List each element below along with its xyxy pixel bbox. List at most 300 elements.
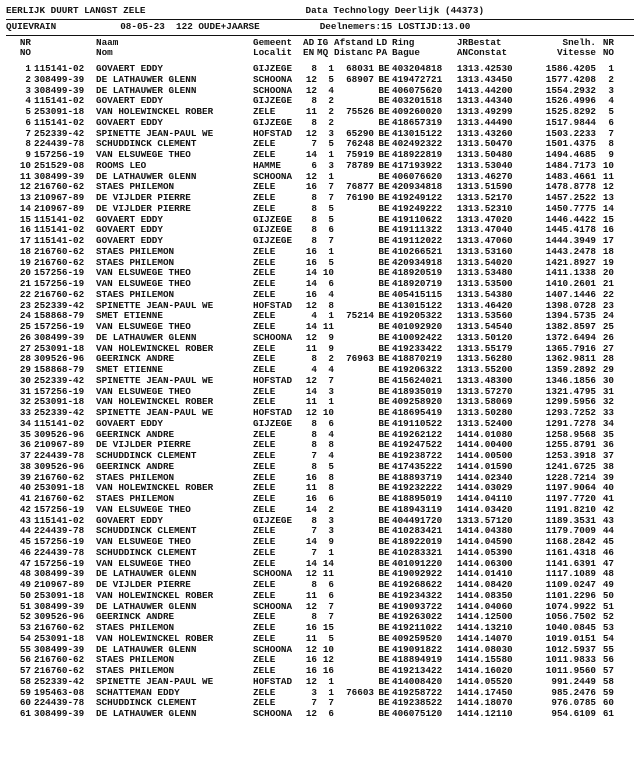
row-town: ZELE [253,504,276,515]
row-ig: 8 [328,483,334,494]
row-ring: 406075620 [392,85,443,96]
row-name: VAN ELSUWEGE THEO [96,279,191,289]
row-distance [334,440,376,451]
row-nr-right: 21 [602,279,614,289]
col-snelh: Snelh. [562,37,596,48]
col-mq: MQ [317,48,329,59]
row-ring: 418920519 [392,268,443,279]
row-nr: 12 [19,182,31,193]
table-row [6,677,614,688]
row-name: VAN HOLEWINCKEL ROBER [96,633,214,644]
row-distance [334,537,376,548]
table-header [6,38,614,65]
row-ad: 8 [311,64,317,74]
row-year: 14 [456,537,468,547]
row-id: 115141-02 [34,418,85,429]
table-row [6,516,614,527]
row-speed: 976.0785 [551,698,596,709]
row-year: 13 [456,279,468,289]
table-row [6,451,614,462]
row-ig: 7 [328,182,334,193]
row-distance [334,559,376,570]
row-name: DE LATHAUWER GLENN [96,74,197,85]
row-country: BE [378,709,390,719]
row-time: 14.17450 [468,687,513,698]
row-country: BE [378,193,390,203]
row-year: 14 [456,429,468,440]
row-id: 308499-39 [34,332,85,343]
col-jr: JR [456,37,468,48]
row-town: SCHOONA [253,569,293,580]
row-nr: 49 [19,580,31,590]
table-row [6,548,614,559]
row-town: GIJZEGE [253,515,293,526]
row-nr-right: 24 [602,311,614,322]
row-nr-right: 38 [602,461,614,472]
row-speed: 1445.4178 [545,225,596,236]
row-nr: 11 [19,171,31,182]
table-row [6,602,614,613]
row-town: ZELE [253,461,276,472]
row-time: 14.06300 [468,558,513,569]
row-name: STAES PHILEMON [96,494,175,504]
row-ad: 14 [305,150,317,160]
col-nom: Nom [96,48,113,59]
row-town: ZELE [253,386,276,397]
row-town: ZELE [253,666,276,676]
table-row [6,301,614,312]
row-time: 13.49299 [468,107,513,117]
row-id: 157256-19 [34,386,85,397]
table-row [6,64,614,75]
row-name: STAES PHILEMON [96,655,175,666]
row-town: ZELE [253,612,276,623]
row-year: 13 [456,354,468,365]
row-ring: 418657319 [392,117,443,128]
col-ring: Ring [392,37,415,48]
row-distance [334,666,376,677]
participants: Deelnemers:15 [319,20,393,32]
row-name: GOVAERT EDDY [96,418,163,429]
row-nr-right: 36 [602,440,614,451]
row-nr: 25 [19,322,31,332]
row-year: 14 [456,483,468,494]
row-nr-right: 18 [602,246,614,257]
row-distance [334,483,376,494]
row-nr-right: 55 [602,644,614,655]
row-name: VAN ELSUWEGE THEO [96,386,191,397]
row-name: VAN ELSUWEGE THEO [96,558,191,569]
row-speed: 1241.6725 [545,461,596,472]
row-town: ZELE [253,246,276,257]
row-country: BE [378,612,390,623]
row-nr: 19 [19,257,31,268]
row-country: BE [378,472,390,483]
row-ad: 7 [311,451,317,461]
row-time: 14.04110 [468,494,513,504]
row-nr-right: 16 [602,225,614,236]
row-nr: 27 [19,343,31,354]
row-year: 13 [456,193,468,203]
row-town: SCHOONA [253,332,293,343]
row-town: ZELE [253,193,276,203]
row-ring: 418695419 [392,408,443,418]
row-id: 253091-18 [34,343,85,354]
row-ring: 418935019 [392,386,443,397]
row-speed: 1398.0728 [545,300,596,311]
row-ig: 6 [328,225,334,236]
row-year: 13 [456,171,468,182]
header-row-1 [6,38,614,49]
row-nr: 57 [19,666,31,676]
row-ig: 3 [328,386,334,397]
row-speed: 1394.5735 [545,311,596,322]
row-ad: 8 [311,236,317,246]
row-speed: 1258.9568 [545,429,596,440]
row-ad: 14 [305,504,317,515]
row-distance [334,591,376,602]
row-nr: 9 [25,150,31,160]
row-ig: 14 [322,558,334,569]
row-ig: 4 [328,365,334,375]
row-ad: 8 [311,580,317,590]
row-nr-right: 22 [602,289,614,300]
row-ad: 16 [305,666,317,676]
publisher: Data Technology Deerlijk [305,5,440,16]
row-ring: 415624021 [392,375,443,386]
row-ad: 12 [305,676,317,687]
row-speed: 1101.2296 [545,590,596,601]
row-ig: 15 [322,623,334,633]
row-id: 308499-39 [34,709,85,719]
row-nr-right: 23 [602,300,614,311]
row-year: 13 [456,225,468,236]
row-country: BE [378,160,390,171]
row-speed: 991.2449 [551,676,596,687]
row-speed: 1484.7173 [545,160,596,171]
row-year: 14 [456,451,468,461]
row-id: 216760-62 [34,494,85,504]
row-ad: 8 [311,354,317,365]
row-id: 216760-62 [34,472,85,483]
row-speed: 1501.4375 [545,139,596,150]
row-ad: 16 [305,246,317,257]
row-nr-right: 30 [602,375,614,386]
race-count: 122 OUDE+JAARSE [176,20,260,32]
row-distance [334,204,376,215]
col-an: AN [456,48,468,59]
row-time: 14.01590 [468,461,513,472]
row-ad: 8 [311,461,317,472]
row-distance [334,279,376,290]
row-distance: 76190 [346,193,374,203]
row-ring: 419093722 [392,601,443,612]
table-row [6,387,614,398]
row-ad: 12 [305,644,317,655]
row-nr-right: 46 [602,547,614,558]
row-country: BE [378,375,390,386]
row-speed: 1410.2601 [545,279,596,289]
row-ig: 10 [322,408,334,418]
row-town: ZELE [253,429,276,440]
row-time: 14.04590 [468,537,513,547]
row-ring: 418894919 [392,655,443,666]
row-ad: 16 [305,472,317,483]
row-town: HOFSTAD [253,408,293,418]
row-id: 216760-62 [34,623,85,633]
row-year: 13 [456,214,468,225]
row-year: 14 [456,644,468,655]
col-bestat: Bestat [468,37,502,48]
row-speed: 1503.2233 [545,128,596,139]
row-time: 14.08420 [468,580,513,590]
row-name: SPINETTE JEAN-PAUL WE [96,408,214,418]
row-nr: 48 [19,569,31,580]
row-year: 14 [456,687,468,698]
row-year: 13 [456,300,468,311]
row-id: 216760-62 [34,246,85,257]
table-row [6,107,614,118]
row-distance [334,677,376,688]
row-town: SCHOONA [253,709,293,719]
row-name: DE LATHAUWER GLENN [96,85,197,96]
row-town: ZELE [253,451,276,461]
row-ig: 5 [328,203,334,214]
table-row [6,290,614,301]
row-ring: 406075120 [392,709,443,719]
row-name: SPINETTE JEAN-PAUL WE [96,676,214,687]
row-nr-right: 12 [602,182,614,193]
row-country: BE [378,633,390,644]
row-country: BE [378,182,390,193]
row-country: BE [378,580,390,590]
row-country: BE [378,547,390,558]
row-speed: 1012.5937 [545,644,596,655]
race-info-line [6,22,634,33]
row-ad: 16 [305,494,317,504]
row-nr: 46 [19,547,31,558]
row-speed: 1586.4205 [545,64,596,74]
row-distance: 75214 [346,311,374,322]
row-town: ZELE [253,655,276,666]
row-time: 14.05390 [468,547,513,558]
row-speed: 1161.4318 [545,547,596,558]
row-speed: 1359.2892 [545,365,596,375]
row-speed: 1109.0247 [545,580,596,590]
row-nr: 7 [25,128,31,139]
row-name: SPINETTE JEAN-PAUL WE [96,128,214,139]
row-ad: 7 [311,547,317,558]
row-nr-right: 27 [602,343,614,354]
row-town: HOFSTAD [253,375,293,386]
row-ring: 419091822 [392,644,443,655]
row-ring: 419110522 [392,418,443,429]
row-time: 14.03420 [468,504,513,515]
row-town: SCHOONA [253,74,293,85]
row-nr-right: 26 [602,332,614,343]
table-row [6,182,614,193]
row-id: 216760-62 [34,666,85,676]
row-time: 14.03029 [468,483,513,494]
col-nr: NR [19,37,31,48]
row-country: BE [378,418,390,429]
row-name: SCHUDDINCK CLEMENT [96,547,197,558]
row-speed: 1450.7775 [545,203,596,214]
row-ad: 14 [305,279,317,289]
row-nr-right: 4 [608,96,614,107]
row-ring: 410283421 [392,526,443,537]
row-nr: 53 [19,623,31,633]
row-country: BE [378,203,390,214]
row-ig: 4 [328,429,334,440]
row-year: 13 [456,515,468,526]
row-nr: 3 [25,85,31,96]
row-time: 13.43450 [468,74,513,85]
row-id: 157256-19 [34,150,85,160]
row-country: BE [378,408,390,418]
row-speed: 1189.3531 [545,515,596,526]
row-speed: 1421.8927 [545,257,596,268]
row-time: 13.57270 [468,386,513,397]
row-speed: 1255.8791 [545,440,596,451]
row-time: 14.00500 [468,451,513,461]
row-country: BE [378,322,390,332]
col-no: NO [19,48,31,59]
row-id: 115141-02 [34,515,85,526]
table-row [6,193,614,204]
row-nr: 20 [19,268,31,279]
row-distance: 75526 [346,107,374,117]
row-name: VAN ELSUWEGE THEO [96,537,191,547]
row-year: 13 [456,139,468,150]
row-ig: 11 [322,569,334,580]
row-id: 158868-79 [34,311,85,322]
row-country: BE [378,537,390,547]
row-time: 13.53560 [468,311,513,322]
row-ig: 7 [328,601,334,612]
row-country: BE [378,687,390,698]
row-ig: 9 [328,332,334,343]
row-distance: 76603 [346,687,374,698]
row-nr-right: 34 [602,418,614,429]
row-name: SPINETTE JEAN-PAUL WE [96,300,214,311]
row-year: 13 [456,386,468,397]
table-row [6,408,614,419]
row-nr-right: 54 [602,633,614,644]
col-naam: Naam [96,37,119,48]
row-distance [334,397,376,408]
row-nr-right: 47 [602,558,614,569]
row-nr: 29 [19,365,31,375]
row-ad: 11 [305,633,317,644]
row-name: VAN ELSUWEGE THEO [96,504,191,515]
row-distance [334,430,376,441]
row-ad: 16 [305,623,317,633]
row-country: BE [378,515,390,526]
row-nr-right: 50 [602,590,614,601]
row-nr: 44 [19,526,31,537]
row-speed: 1525.8292 [545,107,596,117]
table-row [6,698,614,709]
row-ring: 403204818 [392,64,443,74]
row-distance [334,376,376,387]
row-town: ZELE [253,494,276,504]
row-ring: 419238522 [392,698,443,709]
row-id: 253091-18 [34,483,85,494]
row-distance [334,709,376,720]
row-ring: 410283321 [392,547,443,558]
title-line [6,6,634,17]
row-time: 14.08350 [468,590,513,601]
row-speed: 1346.1856 [545,375,596,386]
row-speed: 985.2476 [551,687,596,698]
row-year: 14 [456,494,468,504]
row-town: ZELE [253,354,276,365]
row-time: 13.47040 [468,225,513,236]
row-ig: 10 [322,268,334,279]
row-ad: 7 [311,698,317,709]
row-id: 308499-39 [34,644,85,655]
row-nr-right: 15 [602,214,614,225]
row-ring: 419206322 [392,365,443,375]
row-name: STAES PHILEMON [96,246,175,257]
row-town: ZELE [253,257,276,268]
row-year: 13 [456,117,468,128]
row-name: STAES PHILEMON [96,289,175,300]
row-country: BE [378,504,390,515]
row-year: 13 [456,289,468,300]
row-ig: 3 [328,128,334,139]
row-ig: 5 [328,257,334,268]
row-nr-right: 49 [602,580,614,590]
row-town: HOFSTAD [253,128,293,139]
row-id: 210967-89 [34,193,85,203]
row-ig: 1 [328,171,334,182]
row-nr: 18 [19,246,31,257]
row-year: 13 [456,257,468,268]
row-id: 308499-39 [34,601,85,612]
row-id: 224439-78 [34,139,85,150]
row-speed: 1179.7009 [545,526,596,537]
row-ad: 3 [311,687,317,698]
row-distance [334,225,376,236]
row-ring: 413015122 [392,300,443,311]
col-no-right: NO [602,48,614,59]
row-nr-right: 6 [608,117,614,128]
table-row [6,365,614,376]
row-time: 13.50280 [468,408,513,418]
table-row [6,258,614,269]
row-year: 14 [456,461,468,472]
row-time: 13.53500 [468,279,513,289]
row-nr: 24 [19,311,31,322]
row-name: GEERINCK ANDRE [96,461,175,472]
row-id: 308499-39 [34,569,85,580]
table-row [6,494,614,505]
row-distance: 76248 [346,139,374,150]
row-speed: 1117.1089 [545,569,596,580]
row-ig: 1 [328,547,334,558]
row-ad: 14 [305,322,317,332]
row-ad: 8 [311,225,317,236]
row-nr-right: 17 [602,236,614,246]
row-id: 216760-62 [34,655,85,666]
row-country: BE [378,289,390,300]
row-nr: 22 [19,289,31,300]
row-time: 13.54020 [468,257,513,268]
row-name: GOVAERT EDDY [96,117,163,128]
row-ring: 419238722 [392,451,443,461]
